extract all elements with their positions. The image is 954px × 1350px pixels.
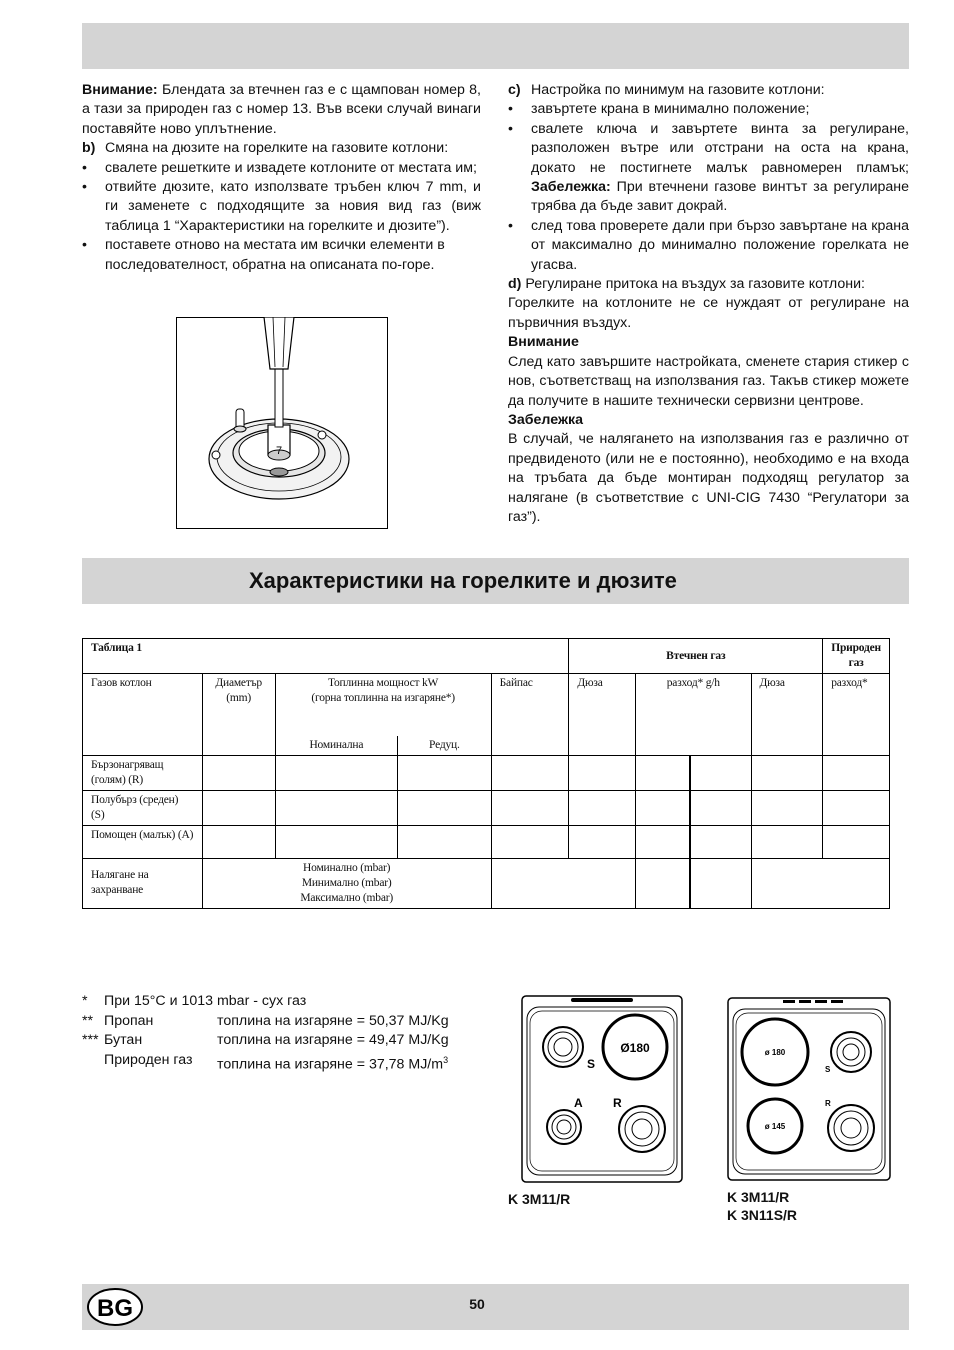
- note-text: При втечнени газове винтът за регулиране трябва да бъде завит докрай.: [531, 179, 909, 215]
- pressure-nominal: Номинално (mbar): [303, 861, 391, 874]
- step-c: [508, 81, 909, 100]
- col-header-power: [275, 674, 491, 736]
- nozzle-size-label: 7: [275, 445, 283, 457]
- bullet-item: • свалете ключа и завъртете винта за регулиране, разположен вътре или отстрани на оста на крана, докато не постигнете малък равномерен пламък; Забележка: При втечнени газове винтът за регулиране трябва да бъде завит докрай.: [508, 120, 909, 215]
- bullet-item: • след това проверете дали при бързо завъртане на крана от максимално до минимално положение горелката не угасва.: [508, 217, 909, 273]
- footnote: ** Пропан топлина на изгаряне = 50,37 MJ/Kg: [82, 1012, 449, 1029]
- natural-gas-header: Природен газ: [823, 639, 890, 674]
- hotplate-label: Ø180: [620, 1041, 650, 1055]
- col-header-burner: Газов котлон: [83, 674, 203, 756]
- step-c-marker: c): [508, 82, 521, 98]
- col-header-diameter: Диаметър (mm): [202, 674, 275, 756]
- bullet-text: завъртете крана в минимално положение;: [531, 101, 810, 118]
- right-column: [508, 81, 909, 527]
- page-number: 50: [469, 1296, 485, 1312]
- note-label: Забележка:: [531, 179, 611, 196]
- pressure-values: [202, 858, 491, 908]
- burner-nozzle-table: [82, 638, 890, 909]
- bullet-text: свалете ключа и завъртете винта за регулиране, разположен вътре или отстрани на оста на крана, докато не постигнете малък равномерен пламък;: [531, 120, 909, 176]
- table-row: [83, 825, 890, 858]
- power-sublabel: (горна топлинна на изгаряне*): [311, 692, 455, 704]
- hob-right-caption: [727, 1188, 797, 1224]
- section-title-text: Характеристики на горелките и дюзите: [249, 568, 677, 593]
- bullet-item: • свалете решетките и извадете котлоните от местата им;: [82, 159, 477, 176]
- burner-label-r: R: [613, 1096, 622, 1110]
- burner-label-s: S: [825, 1065, 831, 1074]
- bullet-text: свалете решетките и извадете котлоните от местата им;: [105, 159, 477, 176]
- step-b-marker: b): [82, 140, 96, 157]
- header-bar: [82, 23, 909, 69]
- col-header-nominal: Номинална: [275, 736, 397, 756]
- burner-label-a: A: [574, 1096, 583, 1110]
- row-label: Помощен (малък) (A): [83, 825, 203, 858]
- bullet-item: • отвийте дюзите, като използвате тръбен ключ 7 mm, и ги заменете с подходящите за новия вид газ (виж таблица 1 “Характеристики на горелките и дюзите”).: [82, 179, 481, 234]
- bullet-text: отвийте дюзите, като използвате тръбен ключ 7 mm, и ги заменете с подходящите за новия вид газ (виж таблица 1 “Характеристики на горелките и дюзите”).: [105, 179, 481, 234]
- burner-label-r: R: [825, 1099, 831, 1108]
- step-b-text: Смяна на дюзите на горелките на газовите котлони:: [105, 140, 449, 157]
- note-heading: Забележка: [508, 411, 584, 428]
- footnote: Природен газ топлина на изгаряне = 37,78 $MJ/m^3$: [104, 1051, 449, 1073]
- hotplate-label-top: ø 180: [764, 1048, 786, 1057]
- hotplate-label-bottom: ø 145: [764, 1122, 786, 1131]
- attention-body: След като завършите настройката, сменете стария стикер с нов, съответстващ на използвания газ. Такъв стикер можете да получите в нашите технически сервизни центрове.: [508, 353, 909, 409]
- warning-label: Внимание:: [82, 82, 158, 98]
- col-header-bypass: Байпас: [491, 674, 569, 756]
- table-row: [83, 858, 890, 908]
- hob-right-caption-1: K 3M11/R: [727, 1189, 790, 1205]
- left-column: [82, 81, 481, 275]
- col-header-reduced: Редуц.: [398, 736, 492, 756]
- step-d-marker: d): [508, 276, 522, 293]
- burner-label-s: S: [587, 1057, 596, 1071]
- table-label: Таблица 1: [83, 639, 569, 674]
- nozzle-replacement-illustration: [176, 317, 388, 529]
- hob-layout-right: [727, 995, 891, 1183]
- power-label: Топлинна мощност kW: [328, 677, 439, 689]
- pressure-label: Налягане на захранване: [83, 858, 203, 908]
- footnote: *** Бутан топлина на изгаряне = 49,47 MJ/Kg: [82, 1032, 449, 1048]
- step-d-text: Регулиране притока на въздух за газовите котлони:: [525, 276, 865, 293]
- section-title: [82, 558, 909, 604]
- row-label: Бързонагряващ (голям) (R): [83, 755, 203, 790]
- table-row: [83, 755, 890, 790]
- hob-left-caption: K 3M11/R: [508, 1191, 571, 1207]
- step-d-body: Горелките на котлоните не се нуждаят от регулиране на първичния въздух.: [508, 295, 909, 331]
- col-header-nozzle-lpg: Дюза: [569, 674, 636, 756]
- bullet-text: след това проверете дали при бързо завъртане на крана от максимално до минимално положение горелката не угасва.: [531, 217, 909, 273]
- step-c-text: Настройка по минимум на газовите котлони:: [531, 82, 825, 98]
- row-label: Полубърз (среден) (S): [83, 790, 203, 825]
- bullet-text: поставете отново на местата им всички елементи в последователност, обратна на описаната по-горе.: [105, 237, 445, 273]
- hob-layout-left: [521, 993, 683, 1185]
- col-header-flow-natural: разход*: [823, 674, 890, 756]
- language-badge-text: BG: [97, 1295, 133, 1322]
- footnote: * При 15°C и 1013 mbar - сух газ: [82, 993, 307, 1009]
- step-d: [508, 275, 909, 294]
- col-header-nozzle-natural: Дюза: [751, 674, 823, 756]
- lpg-header: Втечнен газ: [569, 639, 823, 674]
- bullet-item: • завъртете крана в минимално положение;: [508, 101, 810, 118]
- attention-heading: Внимание: [508, 334, 579, 351]
- warning-paragraph: [82, 81, 481, 139]
- warning-text: Блендата за втечнен газ е с щампован номер 8, а тази за природен газ с номер 13. Във всеки случай винаги поставяйте ново уплътнение.: [82, 82, 481, 137]
- note-body: В случай, че налягането на използвания газ е различно от предвиденото (или не е постоянно), необходимо е на входа на тръбата да бъде монтиран подходящ регулатор за налягане (в съответствие с UNI-CIG 7430 “Регулатори за газ”).: [508, 431, 909, 525]
- col-header-flow-lpg: разход* g/h: [636, 674, 751, 756]
- step-b: [82, 139, 481, 158]
- table-row: [83, 790, 890, 825]
- bullet-item: • поставете отново на местата им всички елементи в последователност, обратна на описаната по-горе.: [82, 237, 445, 273]
- pressure-max: Максимално (mbar): [300, 891, 394, 904]
- pressure-min: Минимално (mbar): [301, 876, 392, 889]
- hob-right-caption-2: K 3N11S/R: [727, 1207, 798, 1223]
- footnotes: [82, 992, 449, 1075]
